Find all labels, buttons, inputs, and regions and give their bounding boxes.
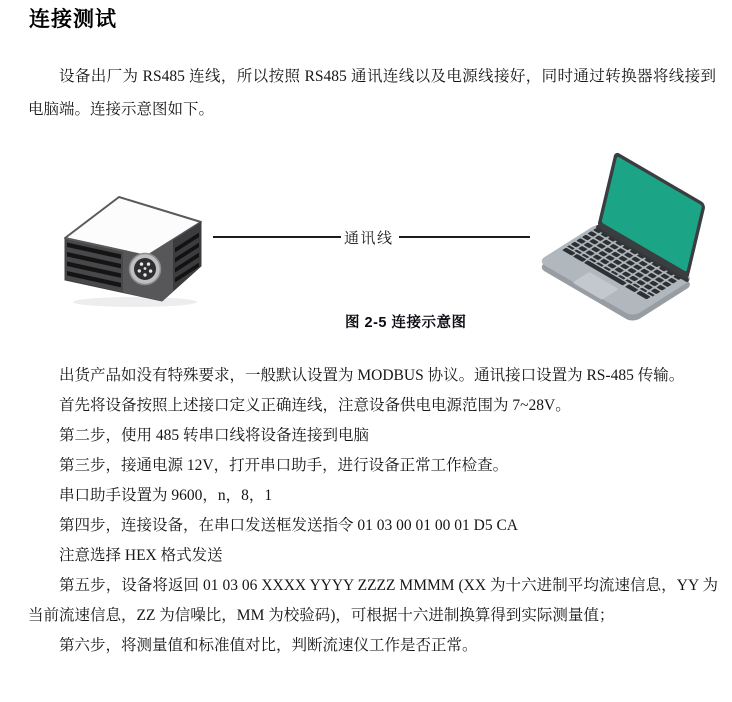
laptop-icon (530, 144, 722, 330)
step-paragraph: 第六步，将测量值和标准值对比，判断流速仪工作是否正常。 (59, 637, 478, 654)
device-box-icon (63, 192, 208, 310)
page-title: 连接测试 (29, 8, 117, 31)
steps-section (28, 361, 718, 661)
step-paragraph: 首先将设备按照上述接口定义正确连线，注意设备供电电源范围为 7~28V。 (59, 397, 571, 414)
step-paragraph: 串口助手设置为 9600，n，8，1 (59, 487, 273, 504)
communication-line-left (213, 236, 341, 238)
connection-diagram (0, 138, 732, 338)
step-paragraph: 第三步，接通电源 12V，打开串口助手，进行设备正常工作检查。 (59, 457, 509, 474)
communication-line-label: 通讯线 (344, 231, 394, 247)
device-connector-icon (130, 254, 161, 285)
step-paragraph: 注意选择 HEX 格式发送 (59, 547, 223, 564)
step-paragraph: 第四步，连接设备，在串口发送框发送指令 01 03 00 01 00 01 D5 CA (59, 517, 518, 534)
communication-line-right (399, 236, 530, 238)
step-paragraph: 出货产品如没有特殊要求，一般默认设置为 MODBUS 协议。通讯接口设置为 RS-485 传输。 (59, 367, 685, 384)
step-paragraph: 第二步，使用 485 转串口线将设备连接到电脑 (59, 427, 370, 444)
step-paragraph: 第五步，设备将返回 01 03 06 XXXX YYYY ZZZZ MMMM (XX 为十六进制平均流速信息，YY 为当前流速信息，ZZ 为信噪比，MM 为校验码)，可根据十六进制换算得到实际测量值； (28, 577, 718, 624)
intro-paragraph: 设备出厂为 RS485 连线，所以按照 RS485 通讯连线以及电源线接好，同时通过转换器将线接到电脑端。连接示意图如下。 (28, 68, 716, 118)
figure-caption: 图 2-5 连接示意图 (345, 315, 467, 331)
